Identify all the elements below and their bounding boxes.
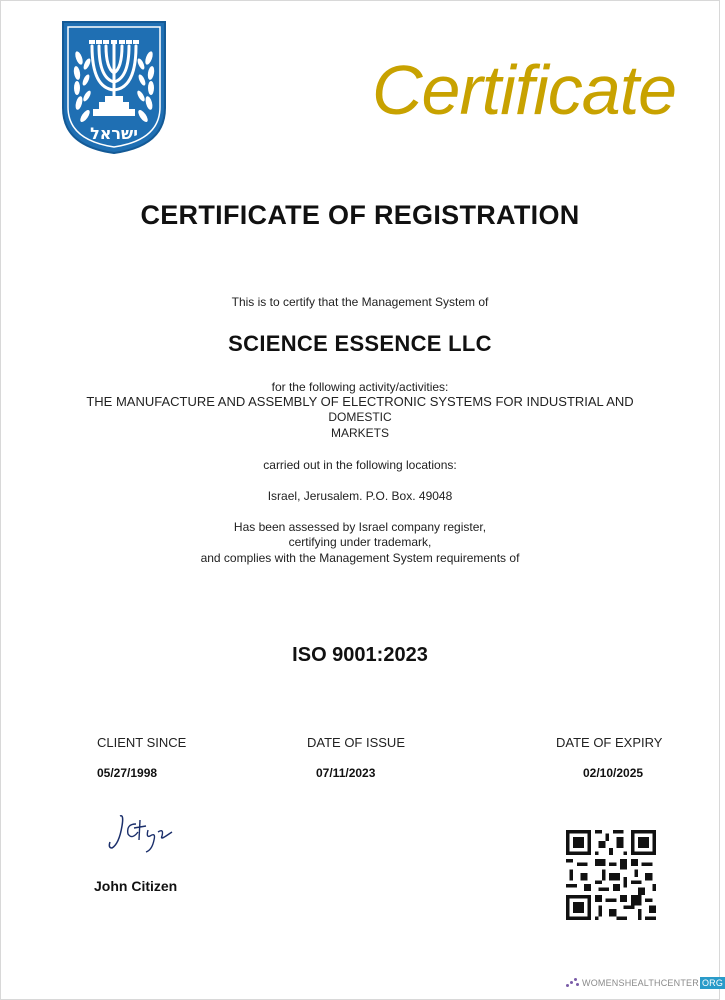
intro-text: This is to certify that the Management System of: [231, 295, 489, 309]
signer-name: John Citizen: [94, 878, 178, 894]
expiry-date-label: DATE OF EXPIRY: [556, 735, 663, 750]
assessed-line-2: certifying under trademark,: [288, 535, 432, 549]
watermark-suffix: ORG: [701, 978, 724, 988]
company-name: SCIENCE ESSENCE LLC: [228, 331, 492, 356]
expiry-date-value: 02/10/2025: [583, 766, 644, 780]
qr-code-icon: [566, 830, 656, 920]
watermark-text: WOMENSHEALTHCENTER: [582, 978, 699, 988]
watermark: [566, 977, 725, 989]
iso-standard: ISO 9001:2023: [292, 644, 428, 666]
assessed-line-1: Has been assessed by Israel company register,: [233, 520, 487, 534]
locations-intro: carried out in the following locations:: [263, 458, 457, 472]
certificate-word: Certificate: [372, 51, 677, 129]
activity-line-3: MARKETS: [330, 426, 389, 440]
issue-date-value: 07/11/2023: [316, 766, 376, 780]
activity-intro: for the following activity/activities:: [271, 380, 449, 394]
assessed-line-3: and complies with the Management System requirements of: [200, 551, 520, 565]
location-text: Israel, Jerusalem. P.O. Box. 49048: [267, 489, 453, 503]
signature-icon: [106, 810, 176, 855]
issue-date-label: DATE OF ISSUE: [307, 735, 405, 750]
emblem-text: ישראל: [90, 124, 138, 143]
certificate-title: CERTIFICATE OF REGISTRATION: [140, 200, 580, 230]
israel-emblem-icon: [59, 18, 169, 156]
activity-line-1: THE MANUFACTURE AND ASSEMBLY OF ELECTRONIC SYSTEMS FOR INDUSTRIAL AND: [86, 394, 634, 409]
activity-line-2: DOMESTIC: [328, 410, 392, 424]
client-since-value: 05/27/1998: [97, 766, 158, 780]
client-since-label: CLIENT SINCE: [97, 735, 187, 750]
watermark-logo-icon: [566, 978, 580, 988]
